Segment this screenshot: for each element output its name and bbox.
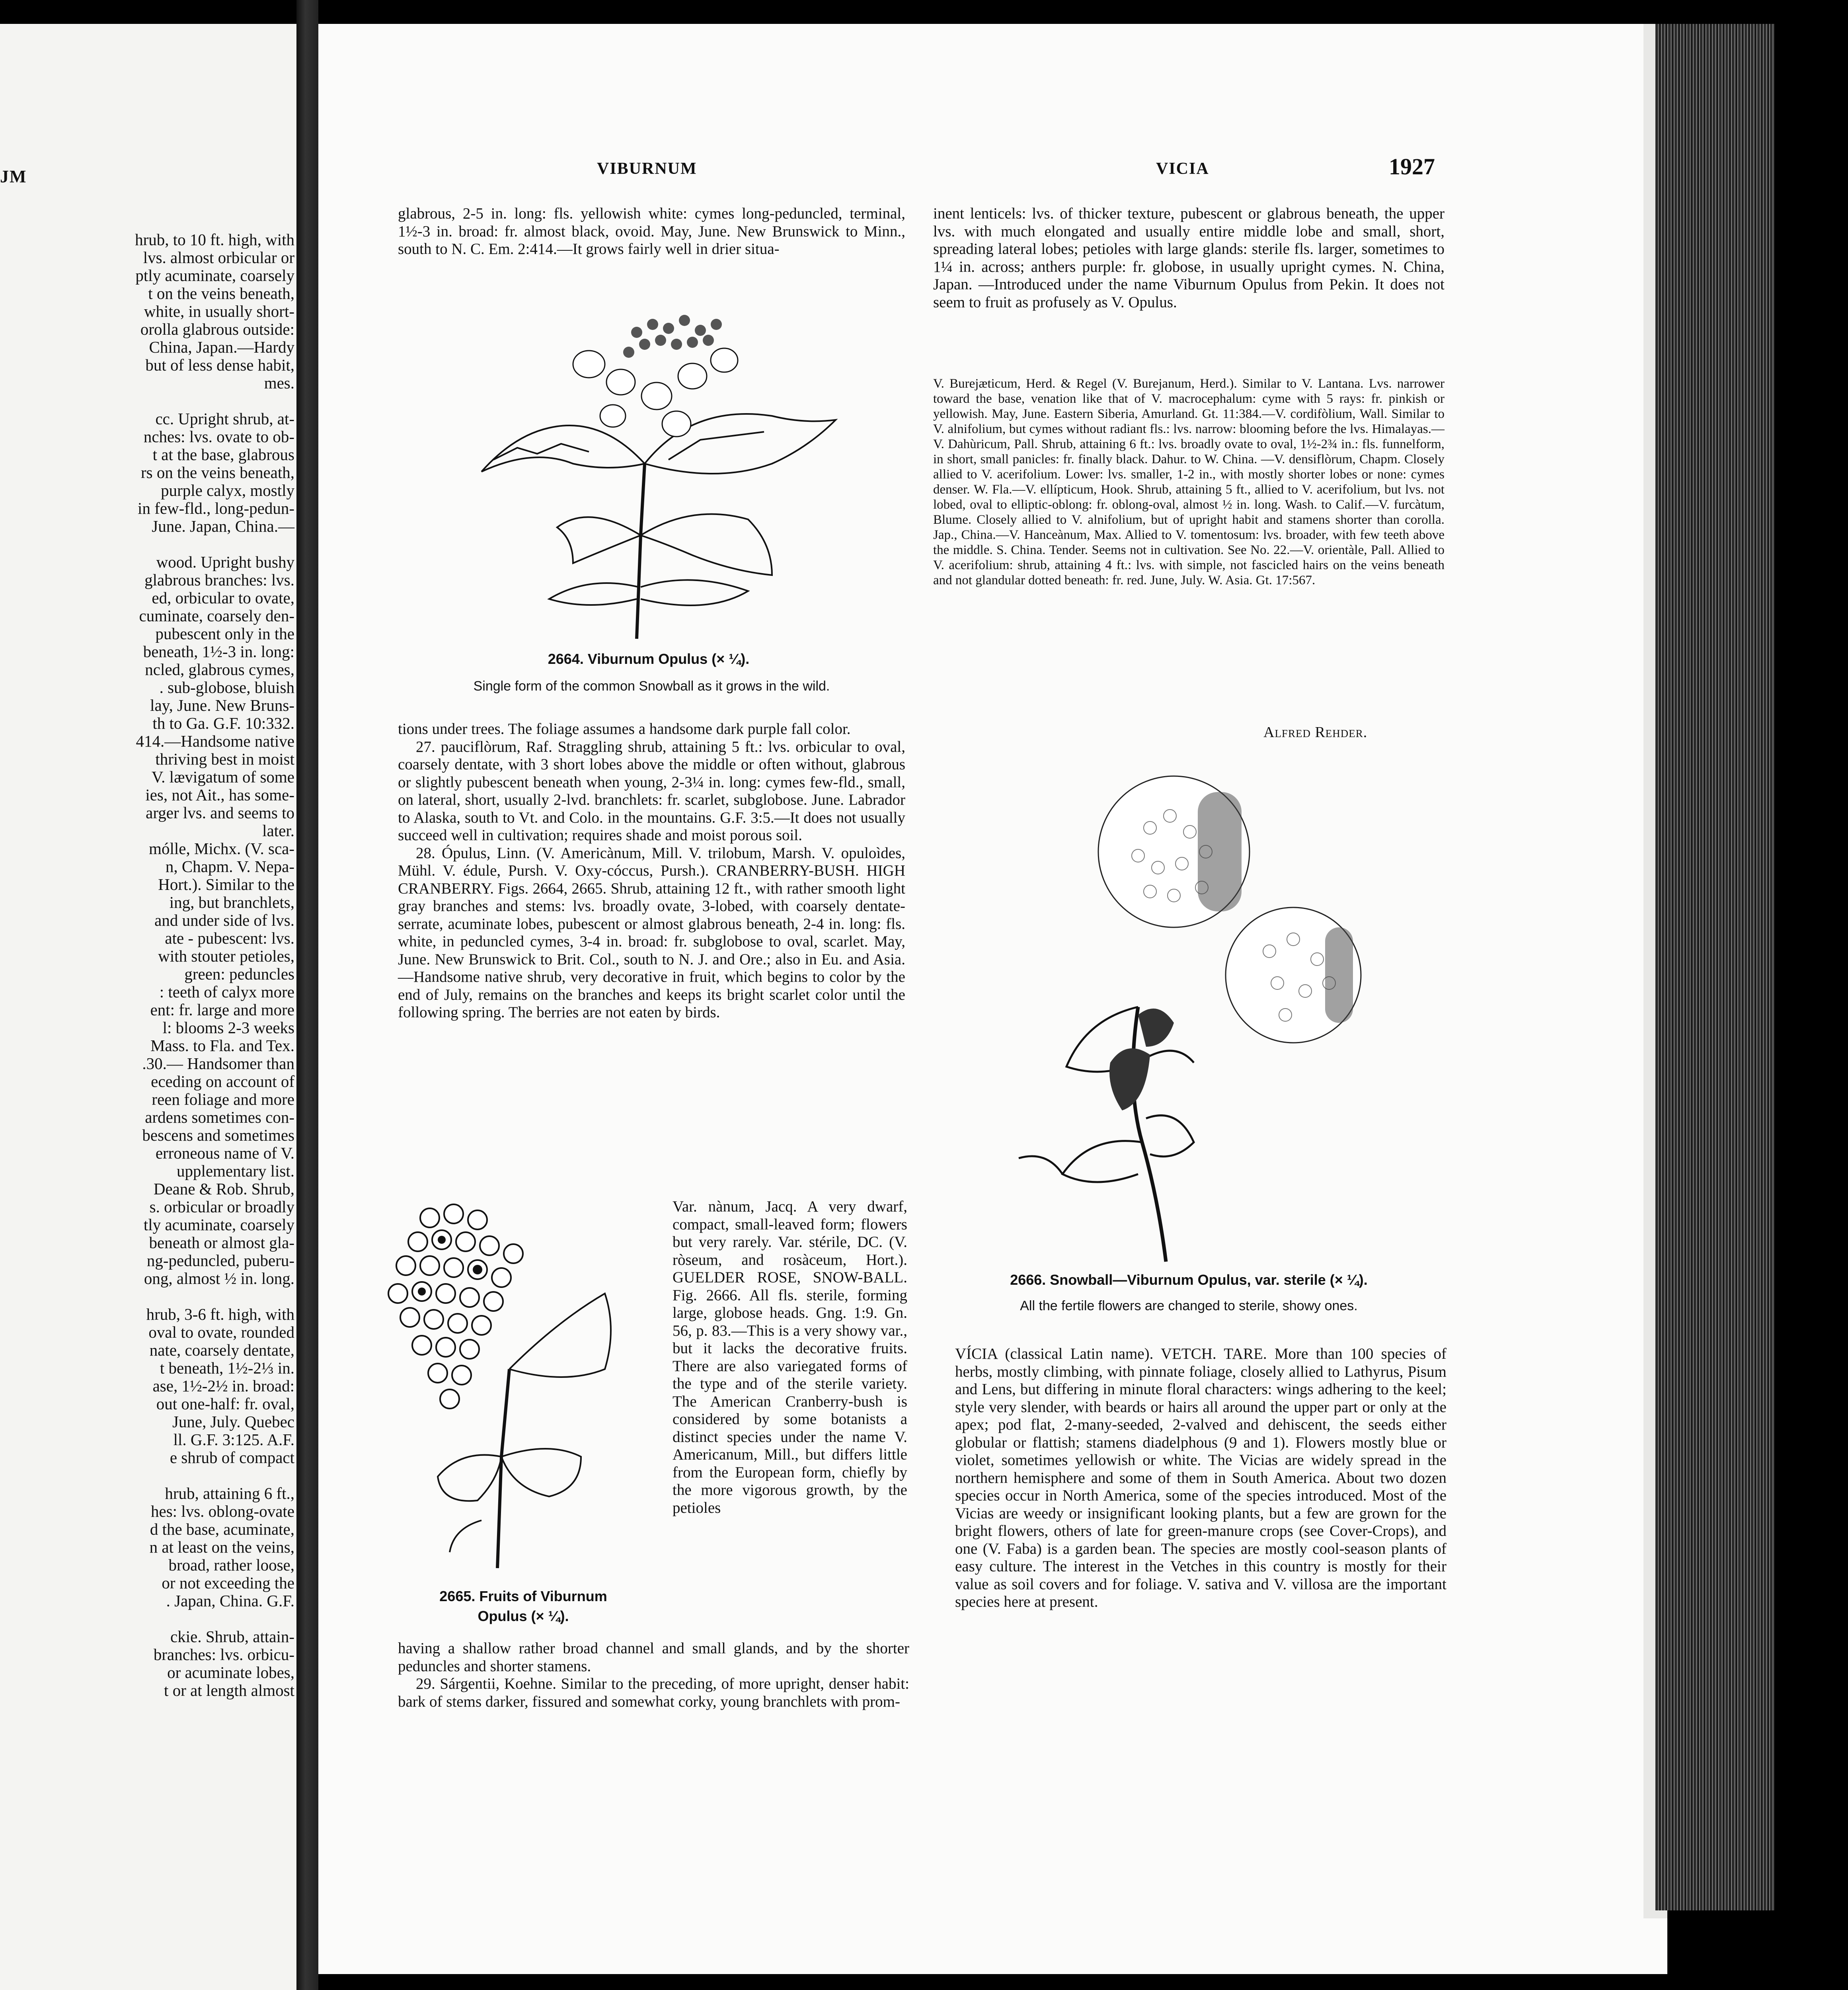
vicia-genus-description: VÍCIA (classical Latin name). VETCH. TARE. More than 100 species of herbs, mostly climbing, with pinnate foliage, closely allied to Lathyrus, Pisum and Lens, but differing in minute floral characters: wings adhering to the keel; style very slender, with beards or hairs all around the upper part or only at the apex; pod flat, 2-many-seeded, 2-valved and dehiscent, the seeds either globular or flattish; stamens diadelphous (9 and 1). Flowers mostly blue or violet, sometimes yellowish or white. The Vicias are widely spread in the northern hemisphere and some of them in South America. About two dozen species occur in North America, some of the species introduced. Most of the Vicias are weedy or insignificant looking plants, but a few are grown for the bright flowers, others of late for green-manure crops (see Cover-Crops), and one (V. Faba) is a garden bean. The species are mostly cool-season plants of easy culture. The interest in the Vetches in this country is mostly for their value as soil covers and for foliage. V. sativa and V. villosa are the important species here at present. <box>955 1345 1446 1610</box>
viburnum-fruits-illustration <box>382 1202 645 1572</box>
page-number: 1927 <box>1389 154 1435 179</box>
vicia-entry <box>955 1345 1446 1611</box>
left-page-line: pubescent only in the <box>155 624 294 643</box>
left-page-line <box>0 392 294 410</box>
left-page-line: June, July. Quebec <box>172 1413 294 1431</box>
left-page-line: t on the veins beneath, <box>148 284 294 302</box>
left-page-line: but of less dense habit, <box>145 356 294 374</box>
left-page-line: broad, rather loose, <box>168 1556 294 1574</box>
left-page-line <box>0 535 294 553</box>
left-page-line: th to Ga. G.F. 10:332. <box>152 714 294 732</box>
left-page-line: s. orbicular or broadly <box>149 1198 294 1216</box>
fig2666-caption: 2666. Snowball—Viburnum Opulus, var. sterile (× ¼). <box>1010 1272 1368 1288</box>
column1-var-text <box>673 1198 907 1517</box>
left-page-line: ardens sometimes con- <box>145 1108 294 1126</box>
column2-supplementary-list <box>933 376 1444 588</box>
left-page-line: arger lvs. and seems to <box>146 804 294 822</box>
fig2665-caption-line1: 2665. Fruits of Viburnum <box>439 1588 607 1604</box>
left-page-line: ed, orbicular to ovate, <box>152 589 294 607</box>
snowball-sterile-illustration <box>1007 760 1377 1266</box>
left-page-line: branches: lvs. orbicu- <box>153 1645 294 1664</box>
fig2664-subcaption: Single form of the common Snowball as it grows in the wild. <box>473 679 830 694</box>
left-running-head: JM <box>0 167 27 186</box>
column1-wrap-tail: having a shallow rather broad channel and small glands, and by the shorter peduncles and shorter stamens. <box>398 1640 909 1675</box>
left-page-line: or not exceeding the <box>162 1574 294 1592</box>
left-page-line: thriving best in moist <box>155 750 294 768</box>
left-page-line: wood. Upright bushy <box>156 553 294 571</box>
left-page-line <box>0 1467 294 1485</box>
column1-bottom-text <box>398 1640 909 1711</box>
left-page-line: in few-fld., long-pedun- <box>138 499 294 517</box>
supplementary-species: V. Burejæticum, Herd. & Regel (V. Burejanum, Herd.). Similar to V. Lantana. Lvs. narrower toward the base, venation like that of V. macrocephalum: cyme with 5 rays: fr. pinkish or yellowish. May, June. Eastern Siberia, Amurland. Gt. 11:384.—V. cordifòlium, Wall. Similar to V. alnifolium, but cymes without radiant fls.: lvs. narrow: blooming before the lvs. Himalayas.—V. Dahùricum, Pall. Shrub, attaining 6 ft.: lvs. broadly ovate to oval, 1½-2¾ in.: fls. funnelform, in short, small panicles: fr. finally black. Dahur. to W. China. —V. densiflòrum, Chapm. Closely allied to V. acerifolium. Lower: lvs. smaller, 1-2 in., with mostly shorter lobes or none: cymes denser. W. Fla.—V. ellípticum, Hook. Shrub, attaining 5 ft., allied to V. acerifolium, but lvs. not lobed, oval to elliptic-oblong: fr. oblong-oval, almost ½ in. long. Wash. to Calif.—V. furcàtum, Blume. Closely allied to V. alnifolium, but of upright habit and stamens shorter than corolla. Jap., China.—V. Hanceànum, Max. Allied to V. tomentosum: lvs. broader, with few teeth above the middle. S. China. Tender. Seems not in cultivation. See No. 22.—V. orientàle, Pall. Allied to V. acerifolium: shrub, attaining 4 ft.: lvs. with simple, not fascicled hairs on the veins beneath and not glandular dotted beneath: fr. red. June, July. W. Asia. Gt. 17:567. <box>933 377 1444 587</box>
left-page-line: upplementary list. <box>176 1162 294 1180</box>
variety-nanum-sterile: Var. nànum, Jacq. A very dwarf, compact, small-leaved form; flowers but very rarely. Var. stérile, DC. (V. ròseum, and rosàceum, Hort.). GUELDER ROSE, SNOW-BALL. Fig. 2666. All fls. sterile, forming large, globose heads. Gng. 1:9. Gn. 56, p. 83.—This is a very showy var., but it lacks the decorative fruits. There are also variegated forms of the type and of the sterile variety. The American Cranberry-bush is considered by some botanists a distinct species under the name V. Americanum, Mill., but differs little from the European form, chiefly by the more vigorous growth, by the petioles <box>673 1198 907 1516</box>
left-page-line: June. Japan, China.— <box>152 517 294 535</box>
left-page-line: hrub, 3-6 ft. high, with <box>146 1305 294 1323</box>
left-page-line: ckie. Shrub, attain- <box>170 1627 294 1646</box>
left-page-line: rs on the veins beneath, <box>141 463 294 482</box>
left-page-line: hrub, to 10 ft. high, with <box>135 230 294 249</box>
left-page-line: erroneous name of V. <box>155 1144 294 1162</box>
left-page-line: nches: lvs. ovate to ob- <box>143 427 294 446</box>
left-page-line: oval to ovate, rounded <box>148 1323 294 1341</box>
fig2664-caption: 2664. Viburnum Opulus (× ¼). <box>548 651 750 667</box>
sargentii-continuation: inent lenticels: lvs. of thicker texture, pubescent or glabrous beneath, the upper lvs. with much elongated and usually entire middle lobe and small, short, spreading lateral lobes; petioles with large glands: sterile fls. larger, sometimes to 1¼ in. across; anthers purple: fr. globose, in usually upright cymes. N. China, Japan. —Introduced under the name Viburnum Opulus from Pekin. It does not seem to fruit as profusely as V. Opulus. <box>933 205 1444 311</box>
fig2666-subcaption: All the fertile flowers are changed to sterile, showy ones. <box>1020 1298 1358 1313</box>
left-page-line: .30.— Handsomer than <box>142 1054 294 1073</box>
left-page-line: t beneath, 1½-2⅓ in. <box>160 1359 294 1377</box>
species-27-paucifiorum: 27. pauciflòrum, Raf. Straggling shrub, attaining 5 ft.: lvs. orbicular to oval, coarsely dentate, with 3 short lobes above the middle or often without, glabrous or slightly pubescent beneath when young, 2-3¼ in. long: cymes few-fld., small, on lateral, short, usually 2-lvd. branchlets: fr. scarlet, subglobose. June. Labrador to Alaska, south to Vt. and Colo. in the mountains. G.F. 3:5.—It does not usually succeed well in cultivation; requires shade and moist porous soil. <box>398 738 905 844</box>
species-28-opulus: 28. Ópulus, Linn. (V. Americànum, Mill. V. trilobum, Marsh. V. opuloìdes, Mühl. V. édule, Pursh. V. Oxy-cóccus, Pursh.). CRANBERRY-BUSH. HIGH CRANBERRY. Figs. 2664, 2665. Shrub, attaining 12 ft., with rather smooth light gray branches and stems: lvs. broadly ovate, 3-lobed, with coarsely dentate-serrate, acuminate lobes, pubescent or almost glabrous beneath, 2-4 in. long: fls. white, in peduncled cymes, 3-4 in. broad: fr. subglobose to oval, scarlet. May, June. New Brunswick to Brit. Col., south to N. J. and Ore.; also in Eu. and Asia.—Handsome native shrub, very decorative in fruit, which begins to color by the end of July, remains on the branches and keeps its bright scarlet color until the following spring. The berries are not eaten by birds. <box>398 844 905 1021</box>
left-page-line: glabrous branches: lvs. <box>144 571 294 589</box>
left-page-line: white, in usually short- <box>144 302 294 320</box>
left-page-line: . Japan, China. G.F. <box>166 1592 294 1610</box>
left-page-line: later. <box>262 821 294 840</box>
left-page-line: with stouter petioles, <box>158 947 294 965</box>
left-page-line: l: blooms 2-3 weeks <box>162 1018 294 1037</box>
left-page-line: V. lævigatum of some <box>151 768 294 786</box>
left-page-line: lvs. almost orbicular or <box>143 248 294 267</box>
book-page-edges <box>1655 24 1775 1910</box>
left-page-line: mes. <box>264 374 294 392</box>
left-page-line: mólle, Michx. (V. sca- <box>149 839 294 858</box>
author-signature: Alfred Rehder. <box>1263 724 1368 741</box>
left-page-line: orolla glabrous outside: <box>140 320 294 338</box>
left-page-line: bescens and sometimes <box>142 1126 294 1144</box>
left-page-line: beneath, 1½-3 in. long: <box>143 642 294 661</box>
left-page-line: or acuminate lobes, <box>167 1663 294 1682</box>
left-page-line: ng-peduncled, puberu- <box>146 1251 294 1270</box>
left-page-line: t or at length almost <box>164 1681 294 1699</box>
viburnum-opulus-flower-illustration <box>470 297 844 647</box>
column1-top-text <box>398 205 905 258</box>
left-page-line: ll. G.F. 3:125. A.F. <box>173 1430 294 1449</box>
left-page-line: d the base, acuminate, <box>150 1520 294 1538</box>
left-page-line: ate - pubescent: lvs. <box>165 929 294 947</box>
left-page-line: hes: lvs. oblong-ovate <box>151 1502 294 1520</box>
column1-main-text <box>398 720 905 1022</box>
running-head-left: VIBURNUM <box>597 160 697 178</box>
left-page-line <box>0 1288 294 1305</box>
left-page-line: purple calyx, mostly <box>161 481 294 499</box>
column1-opening-paragraph: glabrous, 2-5 in. long: fls. yellowish white: cymes long-peduncled, terminal, 1½-3 in. broad: fr. almost black, ovoid. May, June. New Brunswick to Minn., south to N. C. Em. 2:414.—It grows fairly well in drier situa- <box>398 205 905 258</box>
left-page-line: reen foliage and more <box>152 1090 294 1108</box>
left-page-fragment <box>0 24 296 1990</box>
left-page-line: and under side of lvs. <box>154 911 294 929</box>
left-page-line: cuminate, coarsely den- <box>139 607 294 625</box>
left-page-line: eceding on account of <box>151 1072 294 1091</box>
left-page-line: nate, coarsely dentate, <box>149 1341 294 1359</box>
left-page-line: lay, June. New Bruns- <box>150 696 294 714</box>
left-page-text <box>0 231 294 1699</box>
left-page-line: green: peduncles <box>184 965 294 983</box>
left-page-line: ent: fr. large and more <box>150 1001 294 1019</box>
left-page-line <box>0 1610 294 1628</box>
left-page-line: 414.—Handsome native <box>136 732 294 750</box>
left-page-line: Mass. to Fla. and Tex. <box>150 1036 294 1055</box>
left-page-line: n at least on the veins, <box>149 1538 294 1556</box>
left-page-line: ies, not Ait., has some- <box>145 786 294 804</box>
species-29-sargentii: 29. Sárgentii, Koehne. Similar to the preceding, of more upright, denser habit: bark of stems darker, fissured and somewhat corky, young branchlets with prom- <box>398 1675 909 1710</box>
book-gutter <box>296 0 318 1990</box>
left-page-line: China, Japan.—Hardy <box>149 338 294 356</box>
left-page-line: ase, 1½-2½ in. broad: <box>152 1377 294 1395</box>
fig2665-caption-line2: Opulus (× ¼). <box>478 1608 569 1624</box>
left-page-line: Hort.). Similar to the <box>158 875 294 894</box>
left-page-line: tly acuminate, coarsely <box>143 1215 294 1234</box>
left-page-line: ptly acuminate, coarsely <box>135 266 294 285</box>
left-page-line: hrub, attaining 6 ft., <box>165 1484 294 1502</box>
left-page-line: cc. Upright shrub, at- <box>155 410 294 428</box>
left-page-line: . sub-globose, bluish <box>159 678 294 696</box>
running-head-right: VICIA <box>1156 160 1209 178</box>
left-page-line: n, Chapm. V. Nepa- <box>165 857 294 876</box>
left-page-line: e shrub of compact <box>170 1448 294 1467</box>
left-page-line: beneath or almost gla- <box>149 1233 294 1252</box>
left-page-line: : teeth of calyx more <box>159 983 294 1001</box>
column2-top-text <box>933 205 1444 311</box>
left-page-line: t at the base, glabrous <box>152 445 294 464</box>
left-page-line: ong, almost ½ in. long. <box>144 1269 294 1288</box>
left-page-line: ncled, glabrous cymes, <box>145 660 294 679</box>
left-page-line: ing, but branchlets, <box>169 893 294 911</box>
left-page-line: Deane & Rob. Shrub, <box>153 1180 294 1198</box>
left-page-line: out one-half: fr. oval, <box>156 1395 294 1413</box>
column1-continuation: tions under trees. The foliage assumes a handsome dark purple fall color. <box>398 720 851 737</box>
